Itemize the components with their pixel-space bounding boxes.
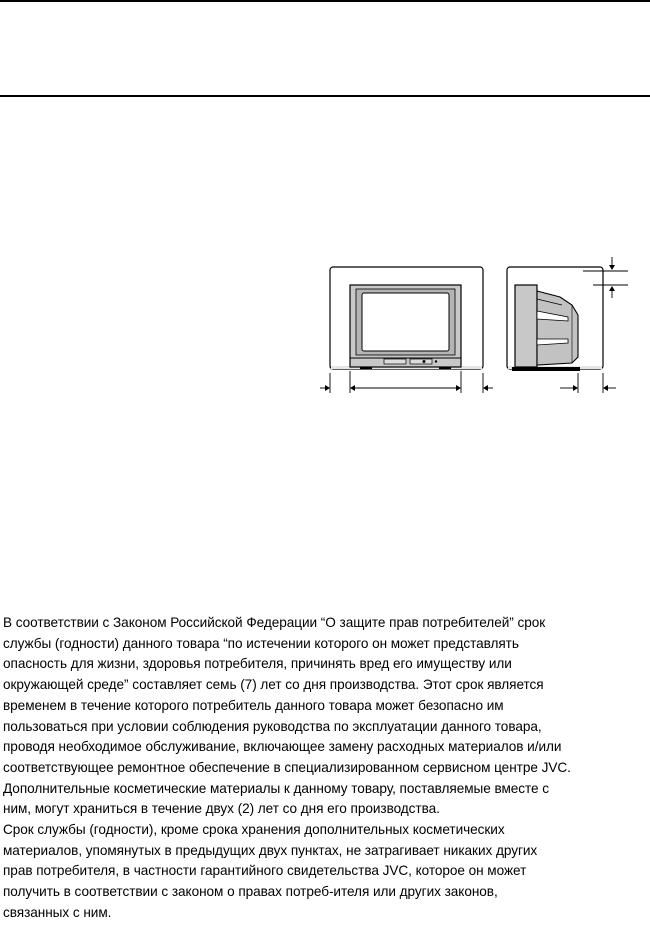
paragraph-consumer-rights [3,820,649,924]
tv-front-view [330,267,483,369]
paragraph-service-life [3,613,649,820]
text-line: В соответствии с Законом Российской Федерации “О защите прав потребителей” срок [3,615,546,630]
text-line: временем в течение которого потребитель данного товара может безопасно им [3,697,504,713]
text-line: прав потребителя, в частности гарантийного свидетельства JVC, которое он может [3,863,527,879]
text-line: проводя необходимое обслуживание, включающее замену расходных материалов и/или [3,739,562,755]
top-rule [0,0,650,2]
text-line: Срок службы (годности), кроме срока хранения дополнительных косметических [3,822,505,838]
front-clearance-dimensions [320,371,493,393]
text-line: опасность для жизни, здоровья потребителя, причинять вред его имуществу или [3,656,512,672]
service-life-notice [3,613,649,924]
tv-ventilation-clearance-diagram [310,253,640,398]
tv-side-view [507,267,603,371]
text-line: Дополнительные косметические материалы к данному товару, поставляемые вместе с [3,780,550,796]
text-line: материалов, упомянутых в предыдущих двух пунктах, не затрагивает никаких других [3,842,538,858]
text-line: окружающей среде” составляет семь (7) лет со дня производства. Этот срок является [3,677,544,693]
text-line: получить в соответствии с законом о правах потреб-ителя или других законов, [3,884,498,900]
header-rule [0,95,650,97]
text-line: соответствующее ремонтное обеспечение в специализированном сервисном центре JVC. [3,759,571,775]
text-line: службы (годности) данного товара “по истечении которого он может представлять [3,635,519,651]
rear-clearance-dimension [560,373,616,393]
text-line: пользоваться при условии соблюдения руководства по эксплуатации данного товара, [3,718,542,734]
text-line: ним, могут храниться в течение двух (2) лет со дня его производства. [3,801,440,817]
text-line: связанных с ним. [3,904,112,920]
